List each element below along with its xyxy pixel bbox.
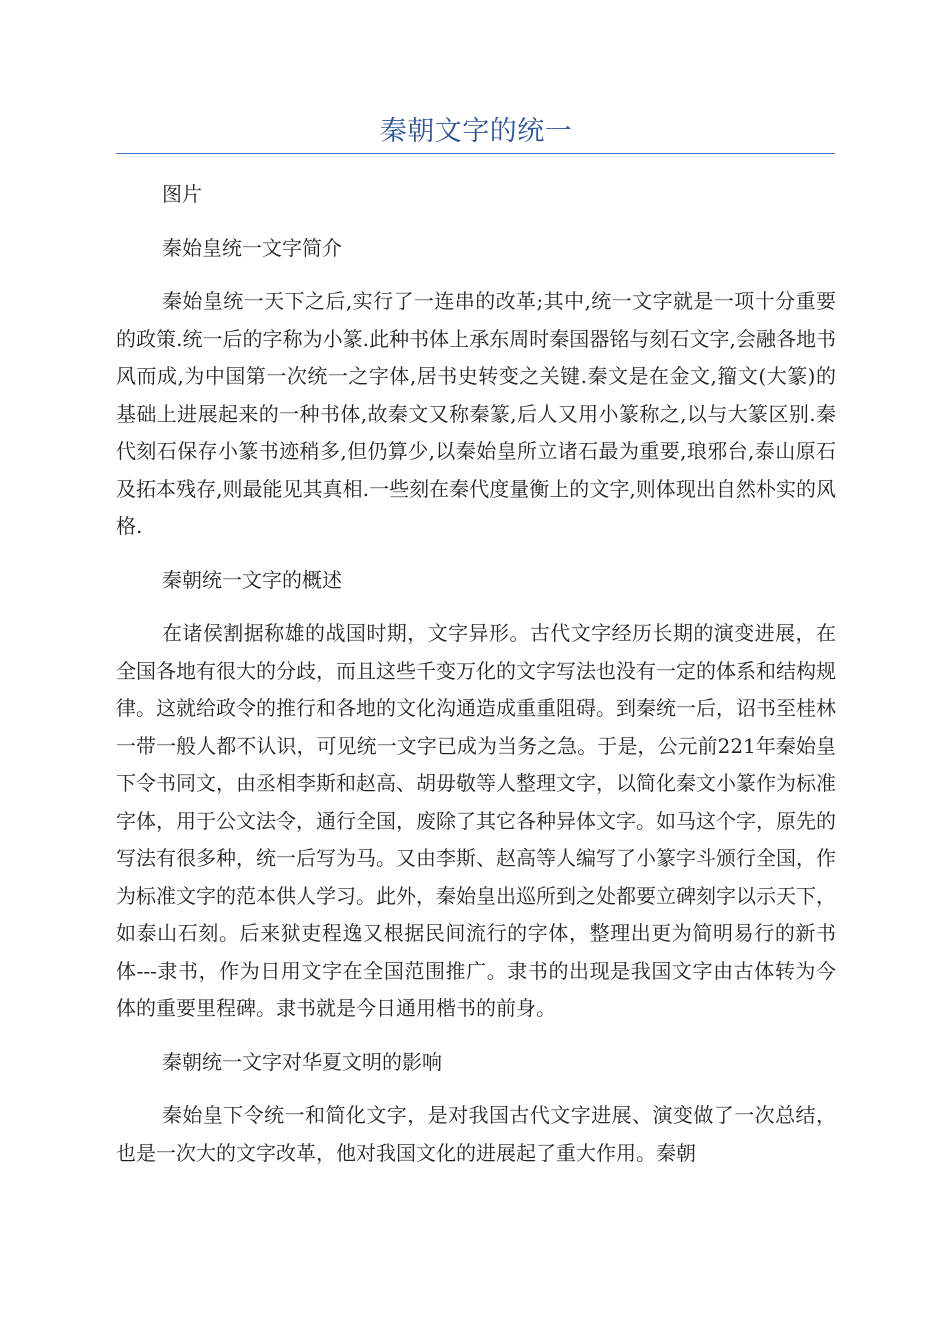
paragraph-influence: 秦始皇下令统一和简化文字，是对我国古代文字进展、演变做了一次总结，也是一次大的文字改革，他对我国文化的进展起了重大作用。秦朝 xyxy=(116,1103,836,1165)
image-placeholder-text: 图片 xyxy=(162,182,202,206)
section-heading-influence: 秦朝统一文字对华夏文明的影响 xyxy=(162,1049,442,1074)
section-heading-overview: 秦朝统一文字的概述 xyxy=(162,567,342,592)
paragraph-intro: 秦始皇统一天下之后,实行了一连串的改革;其中,统一文字就是一项十分重要的政策.统一后的字称为小篆.此种书体上承东周时秦国器铭与刻石文字,会融各地书风而成,为中国第一次统一之字体,居书史转变之关键.秦文是在金文,籀文(大篆)的基础上进展起来的一种书体,故秦文又称秦篆,后人又用小篆称之,以与大篆区别.秦代刻石保存小篆书迹稍多,但仍算少,以秦始皇所立诸石最为重要,琅邪台,泰山原石及拓本残存,则最能见其真相.一些刻在秦代度量衡上的文字,则体现出自然朴实的风格. xyxy=(116,289,836,538)
paragraph-overview: 在诸侯割据称雄的战国时期，文字异形。古代文字经历长期的演变进展，在全国各地有很大的分歧，而且这些千变万化的文字写法也没有一定的体系和结构规律。这就给政令的推行和各地的文化沟通造成重重阻碍。到秦统一后，诏书至桂林一带一般人都不认识，可见统一文字已成为当务之急。于是，公元前221年秦始皇下令书同文，由丞相李斯和赵高、胡毋敬等人整理文字，以简化秦文小篆作为标准字体，用于公文法令，通行全国，废除了其它各种异体文字。如马这个字，原先的写法有很多种，统一后写为马。又由李斯、赵高等人编写了小篆字斗颁行全国，作为标准文字的范本供人学习。此外，秦始皇出巡所到之处都要立碑刻字以示天下，如泰山石刻。后来狱吏程逸又根据民间流行的字体，整理出更为简明易行的新书体---隶书，作为日用文字在全国范围推广。隶书的出现是我国文字由古体转为今体的重要里程碑。隶书就是今日通用楷书的前身。 xyxy=(116,621,836,1020)
document-title: 秦朝文字的统一 xyxy=(379,116,573,147)
title-underline xyxy=(116,153,835,154)
section-heading-intro: 秦始皇统一文字简介 xyxy=(162,235,342,260)
document-body xyxy=(116,176,836,1188)
